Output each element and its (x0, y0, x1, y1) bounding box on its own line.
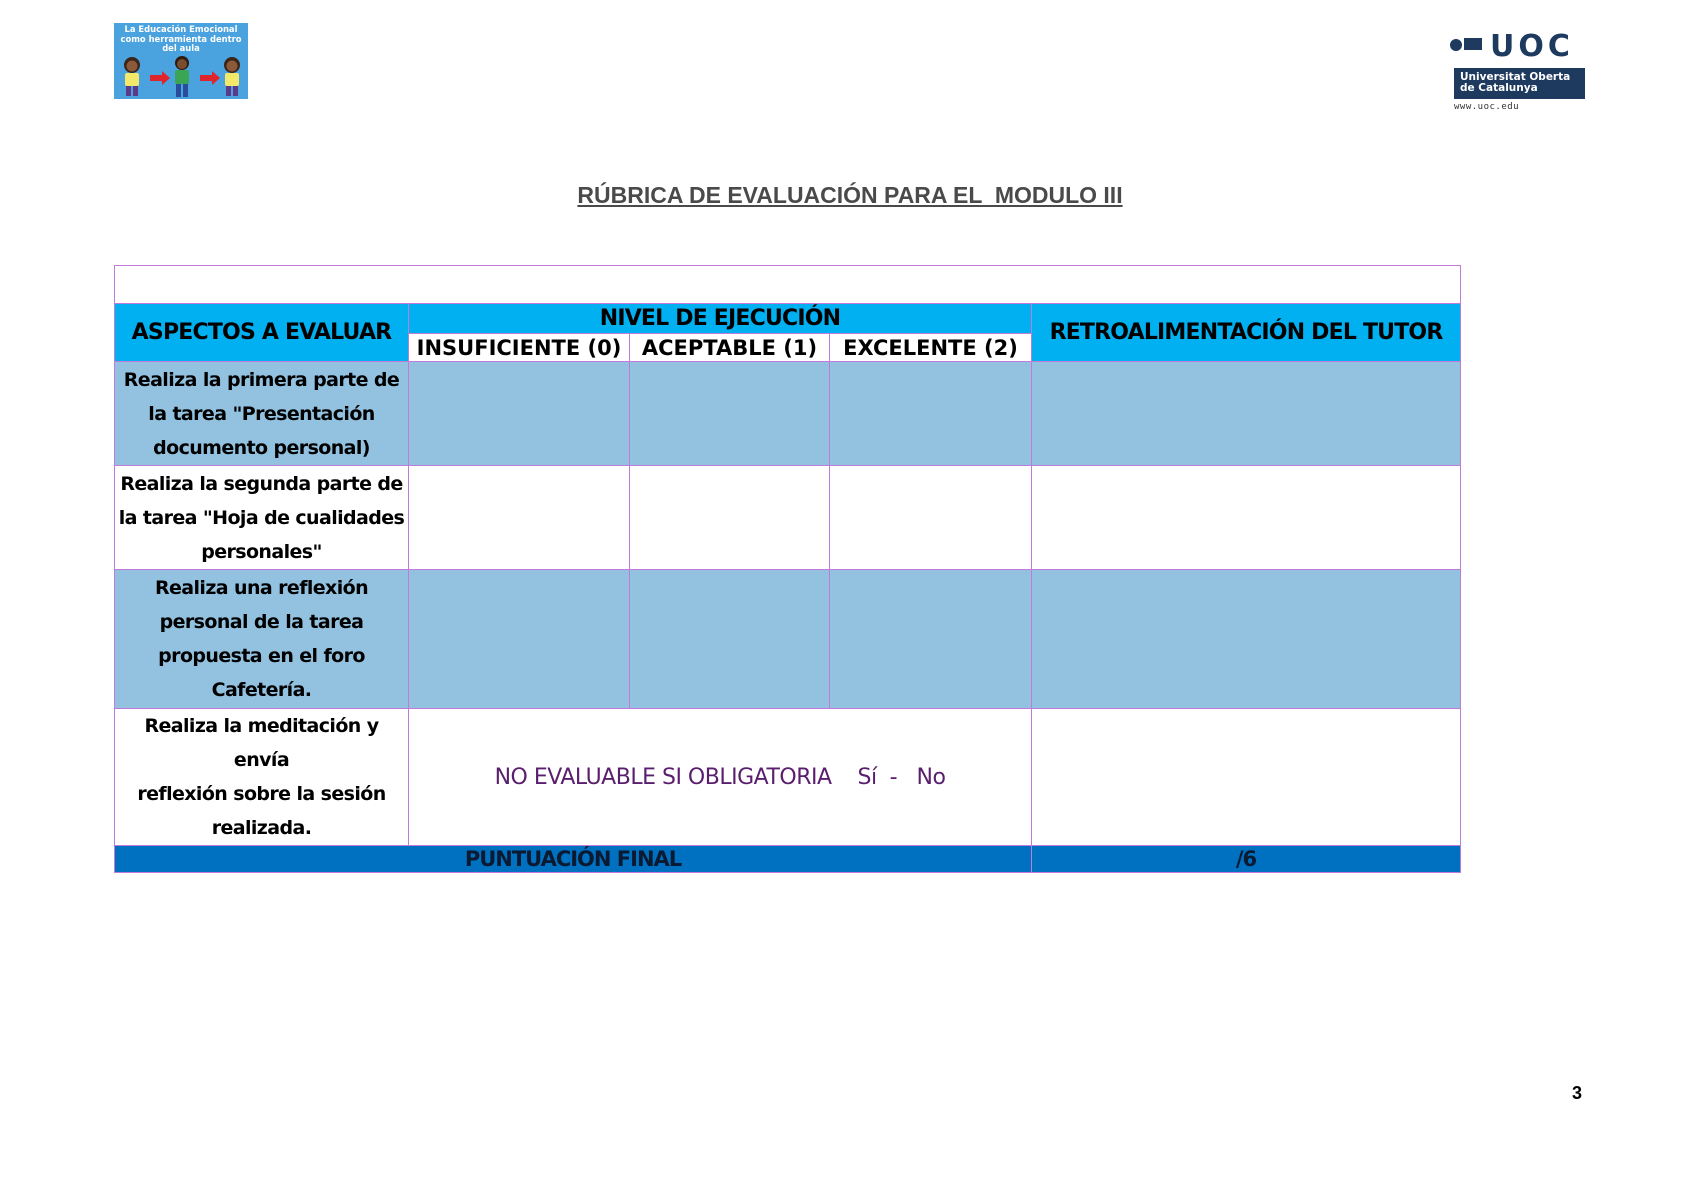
uoc-logo (1448, 26, 1588, 116)
aspect-line: documento personal) (153, 436, 370, 459)
page-title: RÚBRICA DE EVALUACIÓN PARA EL MODULO III (577, 182, 1123, 208)
level-excelente: EXCELENTE (2) (830, 334, 1032, 362)
table-row (115, 466, 1461, 570)
feedback-cell[interactable] (1032, 570, 1461, 709)
page-number: 3 (1572, 1083, 1583, 1103)
aspect-cell (115, 570, 409, 709)
uoc-brand-text: UOC (1490, 30, 1574, 60)
course-logo-line-2: como herramienta dentro (120, 33, 242, 44)
score-cell-excelente[interactable] (830, 466, 1032, 570)
uoc-name-box (1454, 68, 1585, 99)
feedback-cell[interactable] (1032, 466, 1461, 570)
table-row (115, 362, 1461, 466)
final-score-value: /6 (1032, 846, 1461, 873)
uoc-url: www.uoc.edu (1454, 102, 1520, 112)
course-logo (114, 23, 248, 99)
score-cell-aceptable[interactable] (630, 362, 830, 466)
aspect-line: Realiza la meditación y envía (144, 715, 379, 771)
score-cell-insuficiente[interactable] (409, 362, 630, 466)
score-cell-insuficiente[interactable] (409, 570, 630, 709)
aspect-line: realizada. (211, 817, 312, 839)
aspect-cell (115, 466, 409, 570)
aspect-line: personal de la tarea (159, 611, 364, 633)
header-aspects: ASPECTOS A EVALUAR (115, 304, 409, 362)
level-insuficiente: INSUFICIENTE (0) (409, 334, 630, 362)
aspect-line: la tarea "Hoja de cualidades (118, 506, 405, 529)
header-level: NIVEL DE EJECUCIÓN (409, 304, 1032, 334)
level-aceptable: ACEPTABLE (1) (630, 334, 830, 362)
course-logo-line-3: del aula (162, 43, 200, 54)
uoc-name-line-2: de Catalunya (1460, 82, 1538, 94)
aspect-line: reflexión sobre la sesión (137, 783, 386, 805)
empty-header-cell (115, 266, 1461, 304)
header-row (115, 304, 1461, 334)
aspect-cell (115, 709, 409, 846)
final-score-label: PUNTUACIÓN FINAL (115, 846, 1032, 873)
aspect-line: Realiza una reflexión (154, 577, 369, 599)
feedback-cell[interactable] (1032, 362, 1461, 466)
children-illustration (114, 53, 248, 99)
feedback-cell[interactable] (1032, 709, 1461, 846)
aspect-line: Realiza la primera parte de (123, 368, 400, 391)
score-cell-aceptable[interactable] (630, 570, 830, 709)
aspect-line: personales" (201, 540, 322, 563)
non-evaluable-cell (409, 709, 1032, 846)
course-logo-text (114, 25, 248, 54)
score-cell-insuficiente[interactable] (409, 466, 630, 570)
aspect-line: la tarea "Presentación (148, 402, 375, 425)
rubric-table (114, 265, 1461, 873)
table-spacer-row (115, 266, 1461, 304)
score-cell-excelente[interactable] (830, 570, 1032, 709)
score-cell-excelente[interactable] (830, 362, 1032, 466)
aspect-line: Realiza la segunda parte de (120, 472, 403, 495)
table-row (115, 570, 1461, 709)
non-evaluable-text: NO EVALUABLE SI OBLIGATORIA Sí - No (494, 764, 946, 790)
uoc-brand-mark (1448, 30, 1588, 60)
header-feedback: RETROALIMENTACIÓN DEL TUTOR (1032, 304, 1461, 362)
aspect-line: Cafetería. (211, 679, 312, 701)
table-row (115, 709, 1461, 846)
course-logo-line-1: La Educación Emocional (124, 24, 238, 34)
score-cell-aceptable[interactable] (630, 466, 830, 570)
aspect-line: propuesta en el foro (158, 645, 365, 667)
final-row (115, 846, 1461, 873)
uoc-name-line-1: Universitat Oberta (1460, 71, 1571, 83)
aspect-cell (115, 362, 409, 466)
